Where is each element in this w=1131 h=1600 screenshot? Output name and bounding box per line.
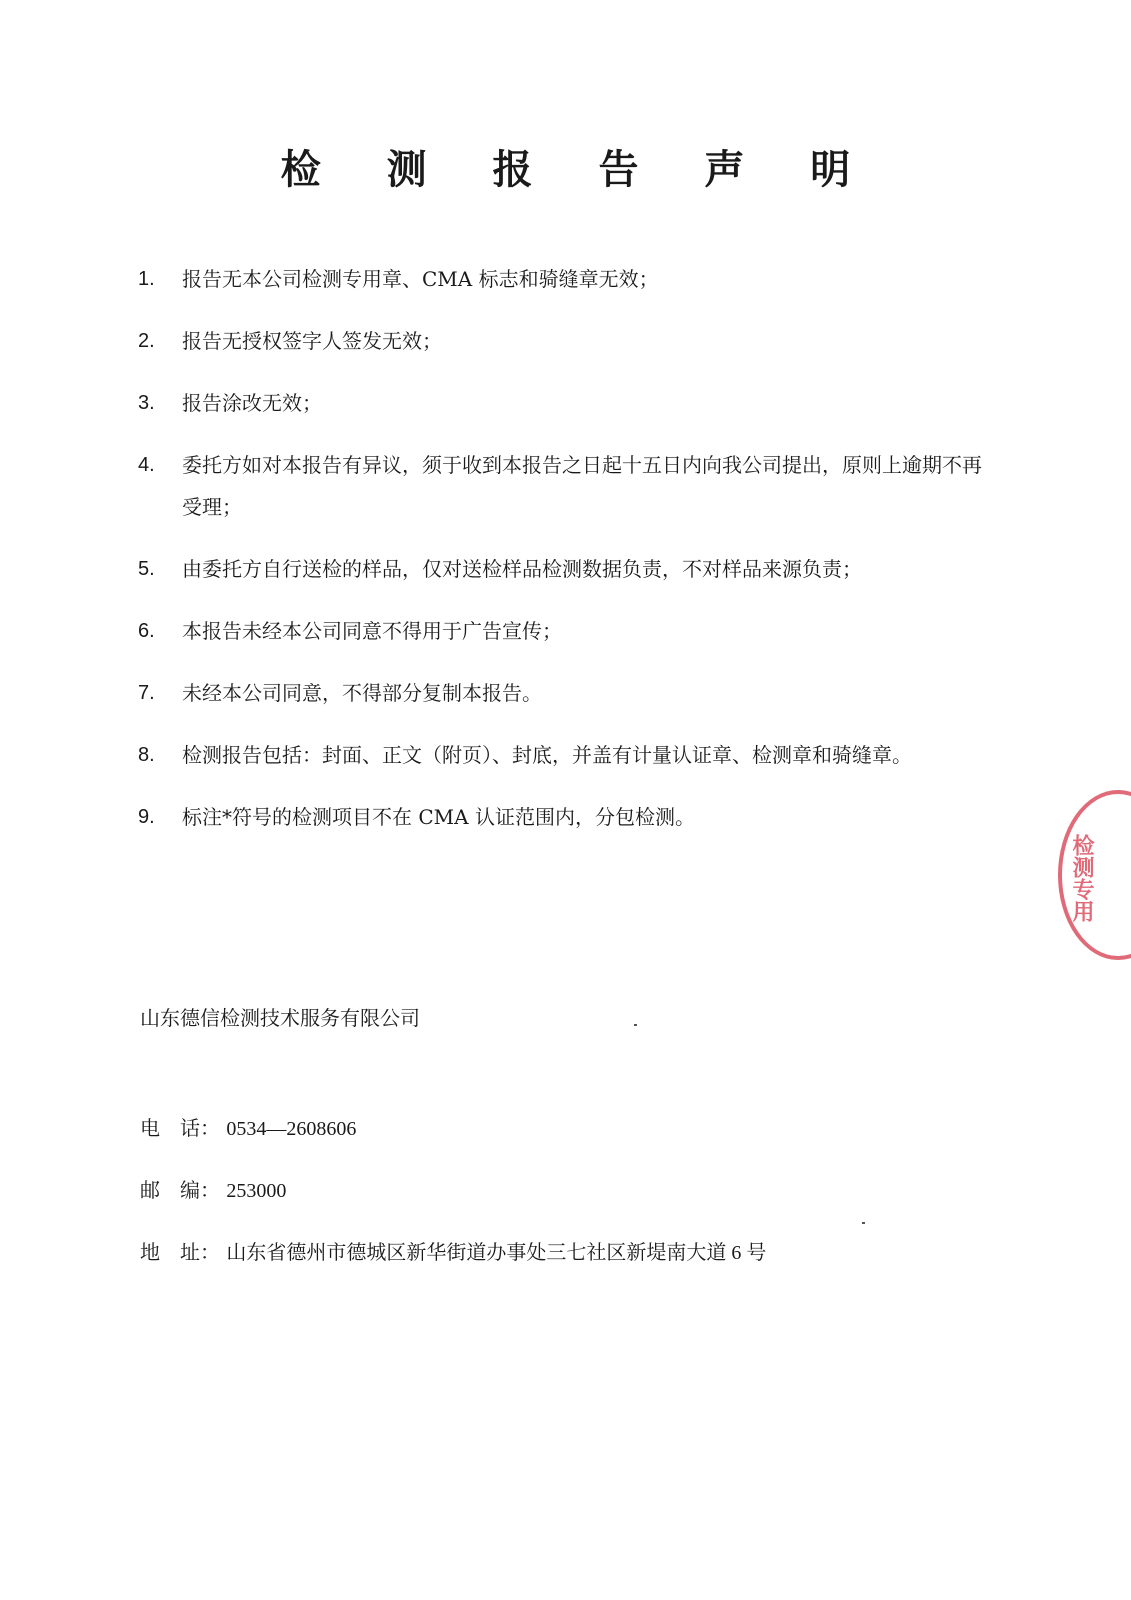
clause-2	[138, 320, 998, 362]
clause-text: 标注*符号的检测项目不在 CMA 认证范围内，分包检测。	[182, 805, 695, 829]
clause-number: 8.	[138, 744, 155, 766]
clause-number: 1.	[138, 268, 155, 290]
clause-4	[138, 444, 998, 528]
clause-text: 由委托方自行送检的样品，仅对送检样品检测数据负责，不对样品来源负责；	[182, 557, 862, 581]
company-name: 山东德信检测技术服务有限公司	[140, 1006, 420, 1030]
clause-number: 3.	[138, 392, 155, 414]
clause-text: 未经本公司同意，不得部分复制本报告。	[182, 681, 542, 705]
clause-text: 报告涂改无效；	[182, 391, 322, 415]
clause-number: 6.	[138, 620, 155, 642]
address-line	[140, 1234, 766, 1271]
clause-5	[138, 548, 998, 590]
postcode-value: 253000	[226, 1180, 287, 1202]
clause-number: 2.	[138, 330, 155, 352]
clause-text: 委托方如对本报告有异议，须于收到本报告之日起十五日内向我公司提出，原则上逾期不再受理；	[182, 453, 982, 519]
clause-text: 报告无授权签字人签发无效；	[182, 329, 442, 353]
phone-value: 0534—2608606	[226, 1118, 357, 1140]
clause-9	[138, 796, 998, 838]
scan-speck	[634, 1024, 637, 1026]
postcode-line	[140, 1172, 286, 1209]
clause-number: 7.	[138, 682, 155, 704]
address-value: 山东省德州市德城区新华街道办事处三七社区新堤南大道 6 号	[226, 1242, 767, 1264]
clause-number: 4.	[138, 454, 155, 476]
page-title: 检 测 报 告 声 明	[280, 146, 877, 193]
phone-label: 电 话：	[140, 1116, 220, 1140]
clause-text: 检测报告包括：封面、正文（附页）、封底，并盖有计量认证章、检测章和骑缝章。	[182, 743, 912, 767]
scan-speck	[862, 1222, 865, 1224]
clause-1	[138, 258, 998, 300]
address-label: 地 址：	[140, 1240, 220, 1264]
clause-3	[138, 382, 998, 424]
clause-number: 5.	[138, 558, 155, 580]
clause-8	[138, 734, 998, 776]
clause-text: 本报告未经本公司同意不得用于广告宣传；	[182, 619, 562, 643]
clause-6	[138, 610, 998, 652]
statement-clauses	[138, 258, 998, 858]
clause-7	[138, 672, 998, 714]
clause-text: 报告无本公司检测专用章、CMA 标志和骑缝章无效；	[182, 267, 659, 291]
seal-text: 检测专用	[1069, 834, 1094, 922]
partial-seal-stamp	[1058, 790, 1131, 960]
phone-line	[140, 1110, 356, 1147]
postcode-label: 邮 编：	[140, 1178, 220, 1202]
clause-number: 9.	[138, 806, 155, 828]
